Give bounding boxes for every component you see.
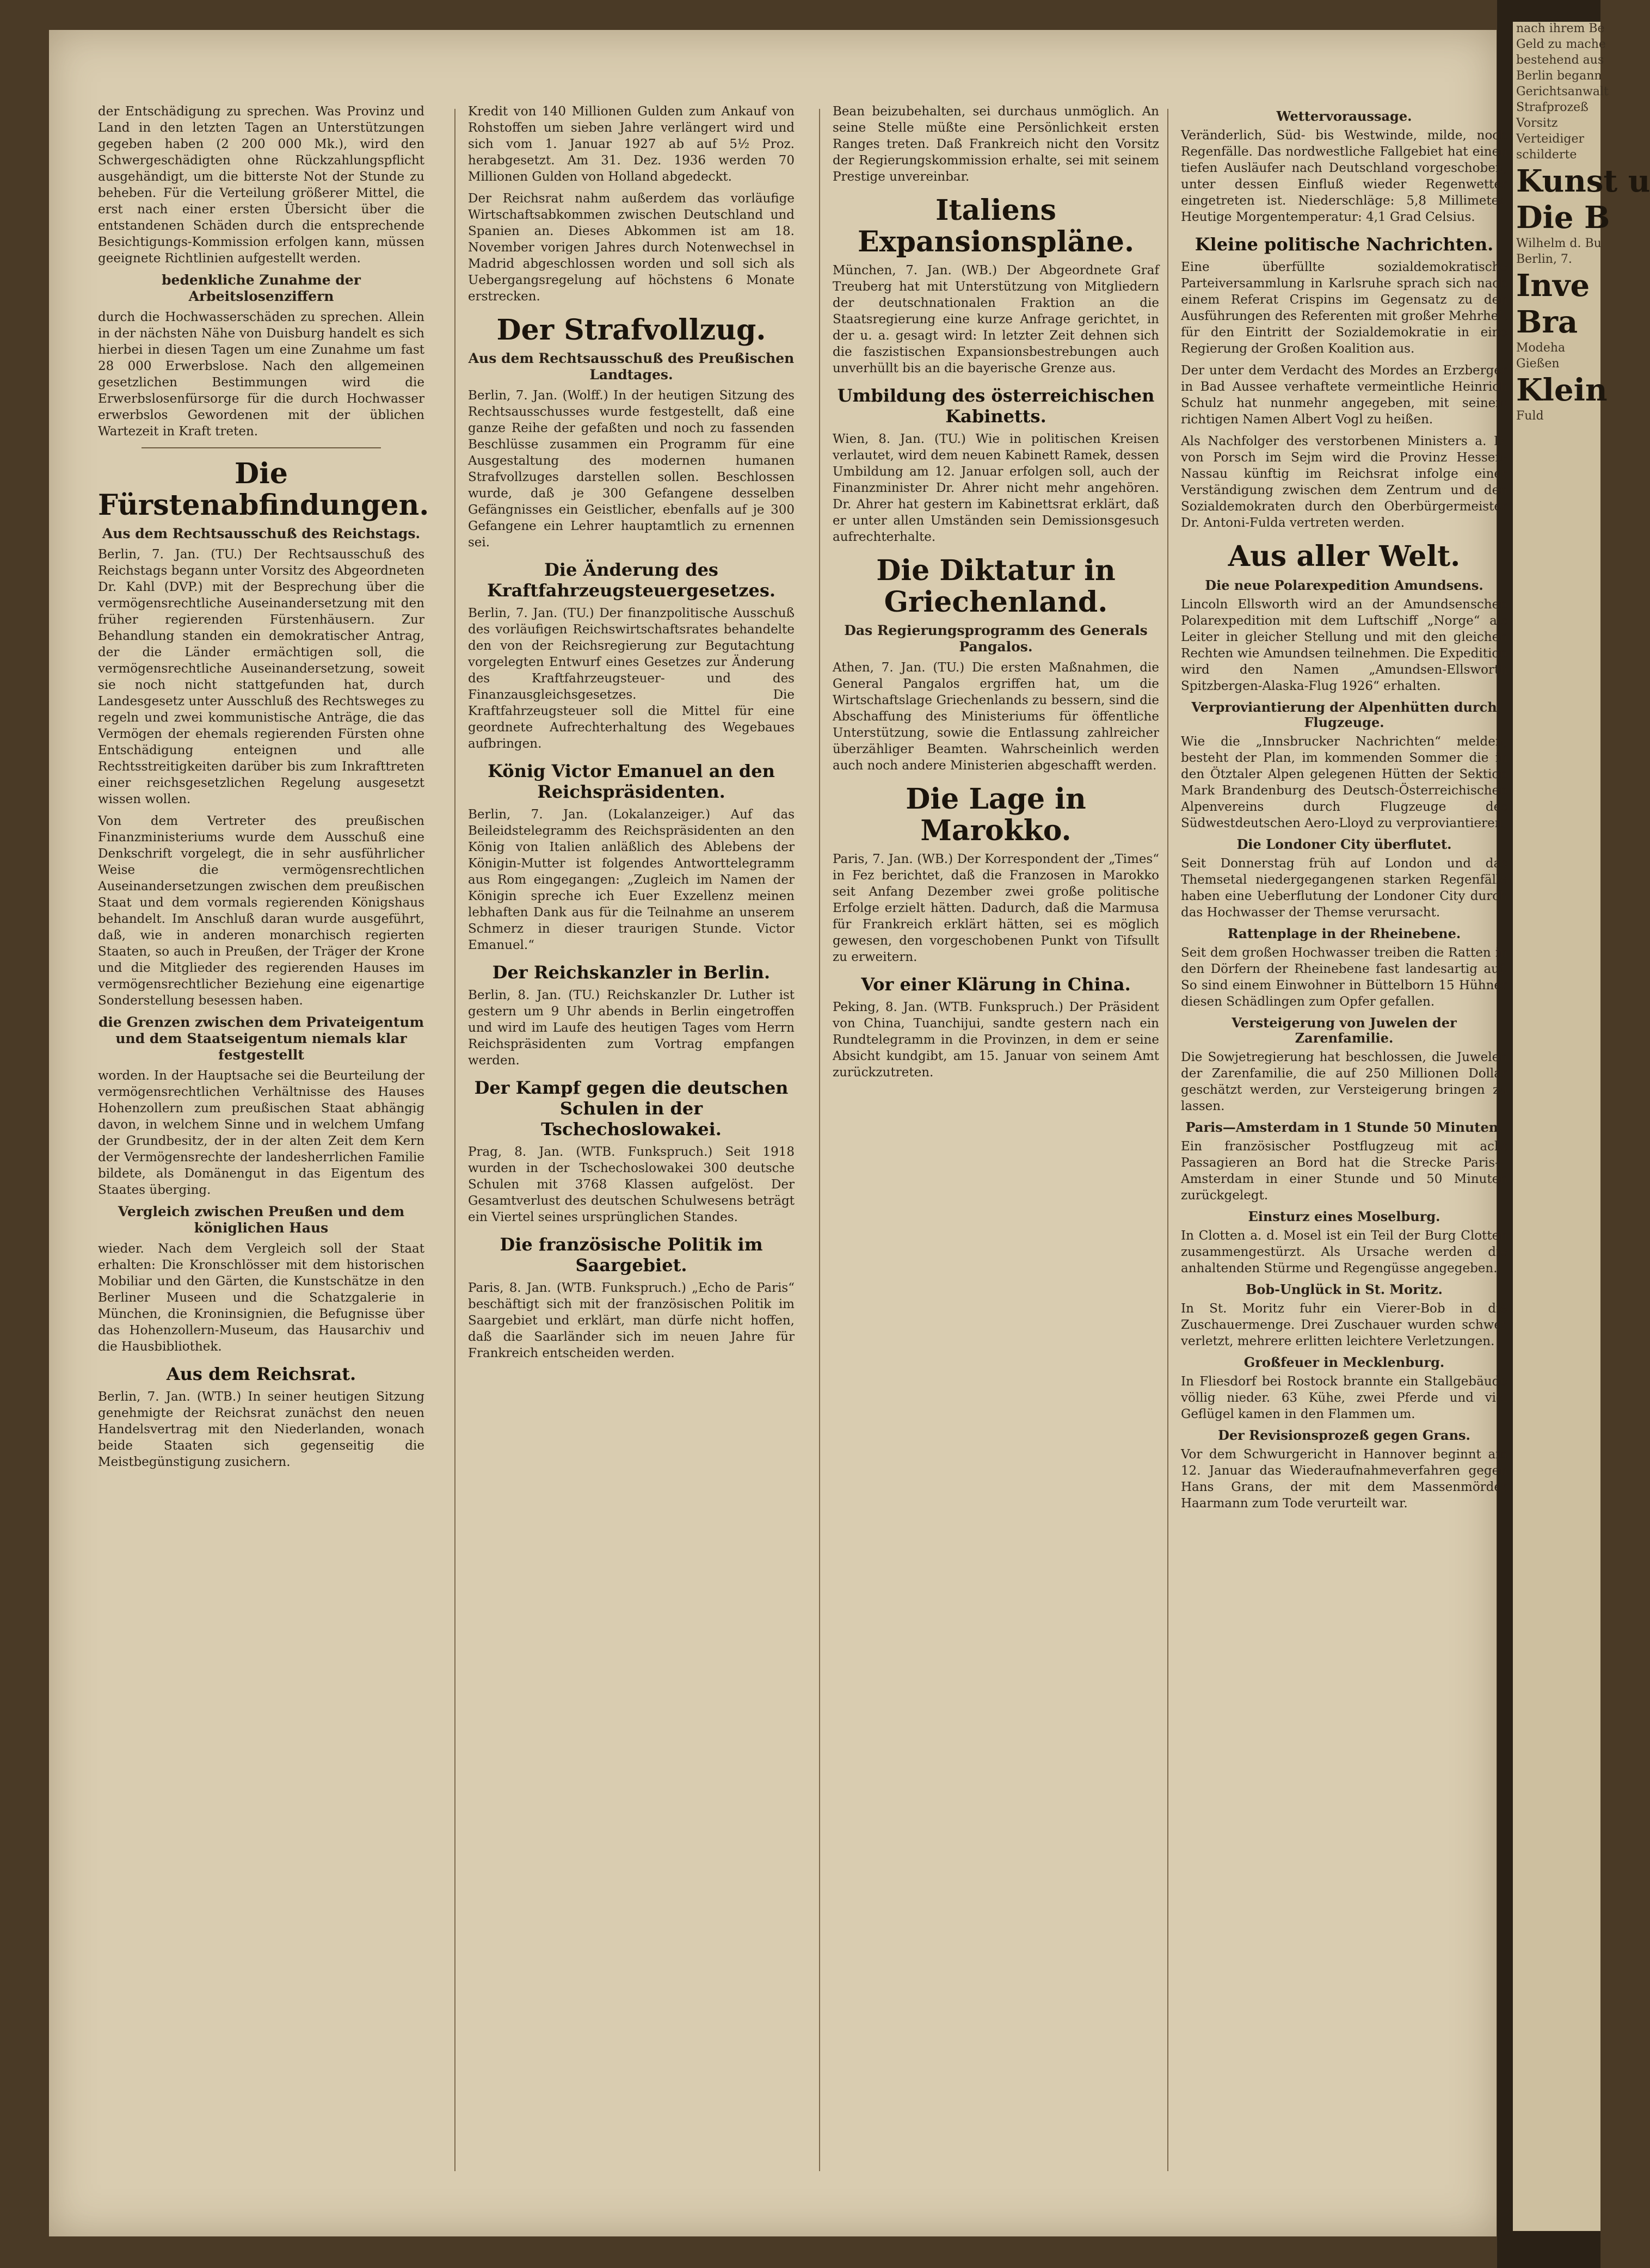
column-rule <box>819 109 820 2171</box>
headline-reichskanzler: Der Reichskanzler in Berlin. <box>492 962 771 983</box>
edge-text: Vorsitz <box>1516 116 1558 130</box>
facing-page-edge <box>1513 22 1650 2231</box>
headline-strafvollzug: Der Strafvollzug. <box>496 313 766 347</box>
article-text: Wie die „Innsbrucker Nachrichten“ melden, besteht der Plan, im kommenden Sommer die in den Ötztaler Alpen gelegenen Hütten der Sektion Mark Brandenburg des Deutsch-Österreichischen Alpenvereins durch Flugzeuge des Südwestdeutschen Aero-Lloyd zu verproviantieren. <box>1181 735 1507 830</box>
headline-diktatur-griechenland: Die Diktatur in Griechenland. <box>876 554 1116 619</box>
subheading: Paris—Amsterdam in 1 Stunde 50 Minuten. <box>1185 1119 1503 1135</box>
edge-ad-text: Gießen <box>1516 357 1560 371</box>
column-rule <box>454 109 455 2171</box>
subheadline: Das Regierungsprogramm des Generals Pangalos. <box>844 623 1148 655</box>
article-text: Berlin, 7. Jan. (TU.) Der finanzpolitische Ausschuß des vorläufigen Reichswirtschaftsrates behandelte den von der Reichsregierung zur Begutachtung vorgelegten Entwurf eines Gesetzes zur Änderung des Kraftfahrzeugsteuer- und des Finanzausgleichsgesetzes. Die Kraftfahrzeugsteuer soll die Mittel für eine geordnete Aufrechterhaltung des Wegebaues aufbringen. <box>468 606 795 751</box>
edge-ad-text: Klein <box>1516 372 1608 408</box>
edge-ad-text: Fuld <box>1516 409 1544 423</box>
column-4 <box>1181 103 1507 2182</box>
article-text: Berlin, 7. Jan. (Wolff.) In der heutigen Sitzung des Rechtsausschusses wurde festgestellt, daß eine ganze Reihe der gefaßten und noch zu fassenden Beschlüsse zusammen ein Programm für eine Ausgestaltung des modernen humanen Strafvollzuges darstellen sollen. Beschlossen wurde, daß je 300 Gefangene desselben Gefängnisses ein Geistlicher, ebenfalls auf je 300 Gefangene ein Lehrer hauptamtlich zu ernennen sei. <box>468 389 795 550</box>
subheading: Vergleich zwischen Preußen und dem königlichen Haus <box>118 1204 405 1236</box>
edge-text: Geld zu mache <box>1516 38 1606 51</box>
article-text: Wien, 8. Jan. (TU.) Wie in politischen Kreisen verlautet, wird dem neuen Kabinett Ramek, dessen Umbildung am 12. Januar erfolgen soll, auch der Finanzminister Dr. Ahrer nicht mehr angehören. Dr. Ahrer hat gestern im Kabinettsrat erklärt, daß er unter allen Umständen sein Demissionsgesuch aufrechterhalte. <box>833 432 1159 544</box>
article-text: Seit dem großen Hochwasser treiben die Ratten in den Dörfern der Rheinebene fast landesartig auf. So sind einem Einwohner in Büttelborn 15 Hühner diesen Schädlingen zum Opfer gefallen. <box>1181 946 1507 1009</box>
article-text: In St. Moritz fuhr ein Vierer-Bob in die Zuschauermenge. Drei Zuschauer wurden schwer verletzt, mehrere erlitten leichtere Verletzungen. <box>1181 1302 1507 1348</box>
article-text: Berlin, 7. Jan. (Lokalanzeiger.) Auf das Beileidstelegramm des Reichspräsidenten an den König von Italien anläßlich des Ablebens der Königin-Mutter ist folgendes Antworttelegramm aus Rom eingegangen: „Zugleich im Namen der Königin spreche ich Euer Exzellenz meinen lebhaften Dank aus für die Teilnahme an unserem Schmerz in dieser traurigen Stunde. Victor Emanuel.“ <box>468 808 795 952</box>
article-text: Von dem Vertreter des preußischen Finanzministeriums wurde dem Ausschuß eine Denkschrift vorgelegt, die in sehr ausführlicher Weise die vermögensrechtlichen Auseinandersetzungen zwischen dem preußischen Staat und dem vormals regierenden Königshaus behandelt. Im Anschluß daran wurde ausgeführt, daß, wie in anderen monarchisch regierten Staaten, so auch in Preußen, der Träger der Krone und die Mitglieder des regierenden Hauses im vermögensrechtlicher Beziehung eine eigenartige Sonderstellung besessen haben. <box>98 814 424 1008</box>
article-text: Paris, 8. Jan. (WTB. Funkspruch.) „Echo de Paris“ beschäftigt sich mit der französischen Politik im Saargebiet und erklärt, man dürfe nicht hoffen, daß die Saarländer sich im neuen Jahre für Frankreich entscheiden werden. <box>468 1281 795 1360</box>
subheadline: Aus dem Rechtsausschuß des Reichstags. <box>102 526 421 541</box>
column-2 <box>468 103 795 2182</box>
edge-ad-text: Modeha <box>1516 341 1566 355</box>
article-text: Eine überfüllte sozialdemokratische Parteiversammlung in Karlsruhe sprach sich nach einem Referat Crispins im Gegensatz zu den Ausführungen des Referenten mit großer Mehrheit für den Eintritt der Sozialdemokratie in eine Regierung der Großen Koalition aus. <box>1181 260 1507 356</box>
edge-text: schilderte <box>1516 148 1577 162</box>
edge-text: Berlin begann <box>1516 69 1602 83</box>
edge-text: Die B <box>1516 200 1610 236</box>
subheading: Bob-Unglück in St. Moritz. <box>1246 1281 1443 1297</box>
edge-text: Gerichtsanwalt <box>1516 85 1609 98</box>
headline-umbildung-kabinett: Umbildung des österreichischen Kabinetts. <box>837 385 1155 427</box>
headline-italien: Italiens Expansionspläne. <box>857 194 1135 258</box>
article-text: Lincoln Ellsworth wird an der Amundsenschen Polarexpedition mit dem Luftschiff „Norge“ als Leiter in gleicher Stellung und mit den gleichen Rechten wie Amundsen teilnehmen. Die Expedition wird den Namen „Amundsen-Ellsworth Spitzbergen-Alaska-Flug 1926“ erhalten. <box>1181 597 1507 693</box>
article-text: durch die Hochwasserschäden zu sprechen. Allein in der nächsten Nähe von Duisburg handelt es sich hierbei in diesen Tagen um eine Zunahme um fast 28 000 Erwerbslose. Nach den allgemeinen gesetzlichen Bestimmungen wird die Erwerbslosenfürsorge für die durch Hochwasser erwerbslos Gewordenen mit der üblichen Wartezeit in Kraft treten. <box>98 310 424 439</box>
edge-text: Berlin, 7. <box>1516 252 1572 266</box>
headline-kraftfahrzeugsteuer: Die Änderung des Kraftfahrzeugsteuergesetzes. <box>487 559 775 601</box>
edge-text: Verteidiger <box>1516 132 1585 146</box>
article-text: Kredit von 140 Millionen Gulden zum Ankauf von Rohstoffen um sieben Jahre verlängert wird und sich vom 1. Januar 1927 ab auf 5½ Proz. herabgesetzt. Am 31. Dez. 1936 werden 70 Millionen Gulden von Holland abgedeckt. <box>468 104 795 184</box>
article-text: Als Nachfolger des verstorbenen Ministers a. D. von Porsch im Sejm wird die Provinz Hessen-Nassau künftig im Reichsrat infolge einer Verständigung zwischen dem Zentrum und den Sozialdemokraten durch den Oberbürgermeister Dr. Antoni-Fulda vertreten werden. <box>1181 434 1507 530</box>
subheading: Großfeuer in Mecklenburg. <box>1243 1354 1445 1370</box>
edge-ad-text: Inve <box>1516 268 1590 304</box>
edge-ad-text: Bra <box>1516 304 1578 340</box>
headline-marokko: Die Lage in Marokko. <box>906 782 1086 847</box>
article-text: Seit Donnerstag früh auf London und das Themsetal niedergegangenen starken Regenfälle haben eine Ueberflutung der Londoner City durch das Hochwasser der Themse verursacht. <box>1181 856 1507 920</box>
column-rule <box>1167 109 1168 2171</box>
subheading: Verproviantierung der Alpenhütten durch Flugzeuge. <box>1191 699 1497 730</box>
subheading: Die neue Polarexpedition Amundsens. <box>1205 577 1483 593</box>
headline-koenig-victor-emanuel: König Victor Emanuel an den Reichspräsidenten. <box>488 761 775 802</box>
article-text: wieder. Nach dem Vergleich soll der Staat erhalten: Die Kronschlösser mit dem historischen Mobiliar und den Gärten, die Kunstschätze in den Berliner Museen und die Schatzgalerie in München, die Kroninsignien, die Befugnisse über das Hohenzollern-Museum, das Hausarchiv und die Hausbibliothek. <box>98 1242 424 1354</box>
article-text: Paris, 7. Jan. (WB.) Der Korrespondent der „Times“ in Fez berichtet, daß die Franzosen in Marokko seit Anfang Dezember zwei große politische Erfolge erzielt hätten. Dadurch, daß die Marmusa für Frankreich erklärt hätten, sei es möglich gewesen, den vorgeschobenen Punkt von Tifsullt zu erweitern. <box>833 852 1159 964</box>
article-text: Der unter dem Verdacht des Mordes an Erzberger in Bad Aussee verhaftete vermeintliche Heinrich Schulz hat nunmehr angegeben, mit seinem richtigen Namen Albert Vogl zu heißen. <box>1181 363 1507 427</box>
edge-text: Wilhelm d. Bu <box>1516 237 1602 250</box>
article-text: Veränderlich, Süd- bis Westwinde, milde, noch Regenfälle. Das nordwestliche Fallgebiet hat einen tiefen Ausläufer nach Deutschland vorgeschoben, unter dessen Einfluß wieder Regenwetter eingetreten ist. Niederschläge: 5,8 Millimeter. Heutige Morgentemperatur: 4,1 Grad Celsius. <box>1181 128 1507 224</box>
article-text: Prag, 8. Jan. (WTB. Funkspruch.) Seit 1918 wurden in der Tschechoslowakei 300 deutsche Schulen mit 3768 Klassen aufgelöst. Der Gesamtverlust des deutschen Schulwesens beträgt ein Viertel seines ursprünglichen Standes. <box>468 1145 795 1224</box>
article-text: München, 7. Jan. (WB.) Der Abgeordnete Graf Treuberg hat mit Unterstützung von Mitgliedern der deutschnationalen Fraktion an die Staatsregierung eine kurze Anfrage gerichtet, in der u. a. gesagt wird: In letzter Zeit dehnen sich die faszistischen Expansionsbestrebungen auch unverhüllt bis an die bayerische Grenze aus. <box>833 263 1159 375</box>
edge-text: Strafprozeß <box>1516 101 1589 114</box>
subheading: Rattenplage in der Rheinebene. <box>1227 926 1461 941</box>
article-text: In Clotten a. d. Mosel ist ein Teil der Burg Clotten zusammengestürzt. Als Ursache werden die anhaltenden Stürme und Regengüsse angegeben. <box>1181 1229 1507 1275</box>
edge-text: nach ihrem Be <box>1516 22 1605 35</box>
headline-schulen-tschechoslowakei: Der Kampf gegen die deutschen Schulen in der Tschechoslowakei. <box>474 1077 789 1139</box>
headline-kleine-nachrichten: Kleine politische Nachrichten. <box>1195 234 1494 255</box>
column-1 <box>98 103 429 2182</box>
edge-text: Kunst u <box>1516 163 1650 199</box>
article-text: Ein französischer Postflugzeug mit acht Passagieren an Bord hat die Strecke Paris—Amsterdam in einer Stunde und 50 Minuten zurückgelegt. <box>1181 1139 1507 1203</box>
subheading: Einsturz eines Moselburg. <box>1248 1209 1440 1224</box>
headline-wetter: Wettervoraussage. <box>1276 108 1412 124</box>
subheading: Versteigerung von Juwelen der Zarenfamilie. <box>1232 1015 1457 1046</box>
article-text: der Entschädigung zu sprechen. Was Provinz und Land in den letzten Tagen an Unterstützungen gegeben haben (2 200 000 Mk.), wird den Schwergeschädigten ohne Rückzahlungspflicht ausgehändigt, um die bitterste Not der Stunde zu beheben. Für die Verteilung größerer Mittel, die erst nach einer ersten Übersicht über die entstandenen Schäden durch die entsprechende Besichtigungs-Kommission erfolgen kann, müssen geeignete Richtlinien aufgestellt werden. <box>98 104 424 266</box>
headline-fuerstenabfindungen: Die Fürstenabfindungen. <box>98 457 429 522</box>
subheadline: Aus dem Rechtsausschuß des Preußischen Landtages. <box>468 350 795 383</box>
article-text: Peking, 8. Jan. (WTB. Funkspruch.) Der Präsident von China, Tuanchijui, sandte gestern nach ein Rundtelegramm in die Provinzen, in dem er seine Absicht kundgibt, am 15. Januar von seinem Amt zurückzutreten. <box>833 1000 1159 1080</box>
headline-china: Vor einer Klärung in China. <box>861 974 1131 995</box>
article-text: Berlin, 7. Jan. (TU.) Der Rechtsausschuß des Reichstags begann unter Vorsitz des Abgeordneten Dr. Kahl (DVP.) mit der Besprechung über die vermögensrechtliche Auseinandersetzung mit den früher regierenden Fürstenhäusern. Zur Behandlung standen ein demokratischer Antrag, der die Länder ermächtigen soll, die vermögensrechtliche Auseinandersetzung, soweit sie noch nicht stattgefunden hat, durch Landesgesetz unter Ausschluß des Rechtsweges zu regeln und zwei kommunistische Anträge, die das Vermögen der ehemals regierenden Fürsten ohne Entschädigung enteignen und alle Rechtsstreitigkeiten darüber bis zum Inkrafttreten einer reichsgesetzlichen Regelung ausgesetzt wissen wollen. <box>98 547 424 806</box>
article-text: Berlin, 8. Jan. (TU.) Reichskanzler Dr. Luther ist gestern um 9 Uhr abends in Berlin eingetroffen und wird im Laufe des heutigen Tages vom Herrn Reichspräsidenten zum Vortrag empfangen werden. <box>468 988 795 1068</box>
article-text: Der Reichsrat nahm außerdem das vorläufige Wirtschaftsabkommen zwischen Deutschland und Spanien an. Dieses Abkommen ist am 18. November vorigen Jahres durch Notenwechsel in Madrid abgeschlossen worden und soll sich als Uebergangsregelung auf höchstens 6 Monate erstrecken. <box>468 192 795 304</box>
headline-reichsrat: Aus dem Reichsrat. <box>166 1364 356 1384</box>
subheading: Die Londoner City überflutet. <box>1236 836 1452 852</box>
headline-aus-aller-welt: Aus aller Welt. <box>1228 540 1461 573</box>
column-3 <box>833 103 1159 2182</box>
article-text: Berlin, 7. Jan. (WTB.) In seiner heutigen Sitzung genehmigte der Reichsrat zunächst den neuen Handelsvertrag mit den Niederlanden, wonach beide Staaten sich gegenseitig die Meistbegünstigung zusichern. <box>98 1390 424 1469</box>
article-text: Bean beizubehalten, sei durchaus unmöglich. An seine Stelle müßte eine Persönlichkeit ersten Ranges treten. Daß Frankreich nicht den Vorsitz der Regierungskommission erhalte, sei mit seinem Prestige unvereinbar. <box>833 104 1159 184</box>
subheading: die Grenzen zwischen dem Privateigentum und dem Staatseigentum niemals klar festgestellt <box>98 1014 424 1063</box>
edge-text: bestehend aus <box>1516 53 1604 67</box>
headline-saargebiet: Die französische Politik im Saargebiet. <box>500 1234 763 1275</box>
article-text: Athen, 7. Jan. (TU.) Die ersten Maßnahmen, die General Pangalos ergriffen hat, um die Wirtschaftslage Griechenlands zu bessern, sind die Abschaffung des Ministeriums für öffentliche Unterstützung, sowie die Entlassung zahlreicher überzähliger Beamten. Wahrscheinlich werden auch noch andere Ministerien abgeschafft werden. <box>833 661 1159 773</box>
article-text: Die Sowjetregierung hat beschlossen, die Juwelen der Zarenfamilie, die auf 250 Millionen Dollar geschätzt werden, zur Versteigerung bringen zu lassen. <box>1181 1050 1507 1113</box>
article-text: Vor dem Schwurgericht in Hannover beginnt am 12. Januar das Wiederaufnahmeverfahren gegen Hans Grans, der mit dem Massenmörder Haarmann zum Tode verurteilt war. <box>1181 1447 1507 1511</box>
separator <box>141 447 381 448</box>
subheading: bedenkliche Zunahme der Arbeitslosenziffern <box>162 272 361 304</box>
article-text: In Fliesdorf bei Rostock brannte ein Stallgebäude völlig nieder. 63 Kühe, zwei Pferde und viel Geflügel kamen in den Flammen um. <box>1181 1375 1507 1421</box>
article-text: worden. In der Hauptsache sei die Beurteilung der vermögensrechtlichen Verhältnisse des Hauses Hohenzollern zum preußischen Staat abhängig davon, in welchem Sinne und in welchem Umfang der Grundbesitz, der in der alten Zeit dem Kern der Vermögensrechte der landesherrlichen Familie bildete, als Domänengut in das Eigentum des Staates überging. <box>98 1069 424 1197</box>
subheading: Der Revisionsprozeß gegen Grans. <box>1218 1427 1470 1443</box>
